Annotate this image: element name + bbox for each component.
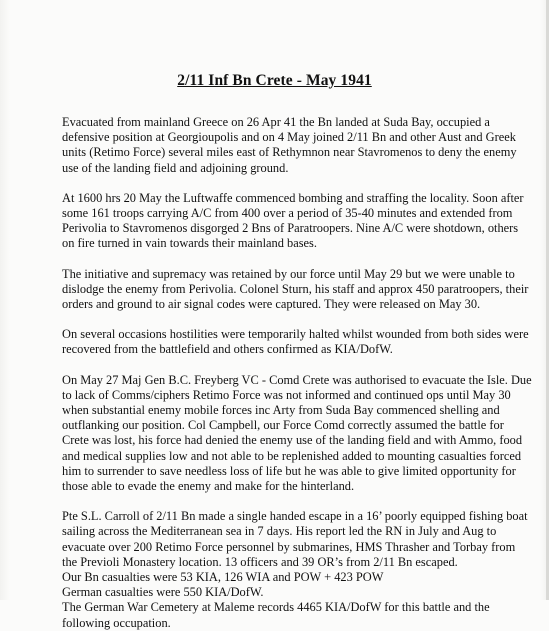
paragraph-escape: Pte S.L. Carroll of 2/11 Bn made a single handed escape in a 16’ poorly equipped fishing boat sailing across the Mediterranean sea in 7 days. His report led the RN in July and Aug to evacuate over 200 Retimo Force personnel by submarines, HMS Thrasher and Torbay from the Previoli Monastery location. 13 officers and 39 OR’s from 2/11 Bn escaped. xyxy=(62,509,528,569)
paragraph-surrender: On May 27 Maj Gen B.C. Freyberg VC - Comd Crete was authorised to evacuate the Isle. Due to lack of Comms/ciphers Retimo Force was not informed and continued ops until May 30 when substantial enemy mobile forces inc Arty from Suda Bay commenced shelling and outflanking our position. Col Campbell, our Force Comd correctly assumed the battle for Crete was lost, his force had denied the enemy use of the landing field and with Ammo, food and medical supplies low and not able to be replenished added to mounting casualties forced him to surrender to save needless loss of life but he was able to give limited opportunity for those able to evade the enemy and make for the hinterland. xyxy=(62,372,532,494)
document-title: 2/11 Inf Bn Crete - May 1941 xyxy=(177,72,372,89)
paragraph-hostilities-halted: On several occasions hostilities were temporarily halted whilst wounded from both sides were recovered from the battlefield and others confirmed as KIA/DofW. xyxy=(62,327,529,357)
document-body xyxy=(62,115,532,631)
paragraph-evacuation: Evacuated from mainland Greece on 26 Apr 41 the Bn landed at Suda Bay, occupied a defensive position at Georgioupolis and on 4 May joined 2/11 Bn and other Aust and Greek units (Retimo Force) several miles east of Rethymnon near Stavromenos to deny the enemy use of the landing field and adjoining ground. xyxy=(62,115,517,175)
paragraph-initiative: The initiative and supremacy was retained by our force until May 29 but we were unable to dislodge the enemy from Perivolia. Colonel Sturn, his staff and approx 450 paratroopers, their orders and ground to air signal codes were captured. They were released on May 30. xyxy=(62,266,529,312)
paragraph-luftwaffe-attack: At 1600 hrs 20 May the Luftwaffe commenced bombing and straffing the locality. Soon after some 161 troops carrying A/C from 400 over a period of 35-40 minutes and extended from Perivolia to Stavromenos disgorged 2 Bns of Paratroopers. Nine A/C were shotdown, others on fire turned in vain towards their mainland bases. xyxy=(62,190,524,251)
line-war-cemetery: The German War Cemetery at Maleme records 4465 KIA/DofW for this battle and the following occupation. xyxy=(62,600,490,630)
line-german-casualties: German casualties were 550 KIA/DofW. xyxy=(62,585,264,600)
line-bn-casualties: Our Bn casualties were 53 KIA, 126 WIA and POW + 423 POW xyxy=(62,570,384,585)
